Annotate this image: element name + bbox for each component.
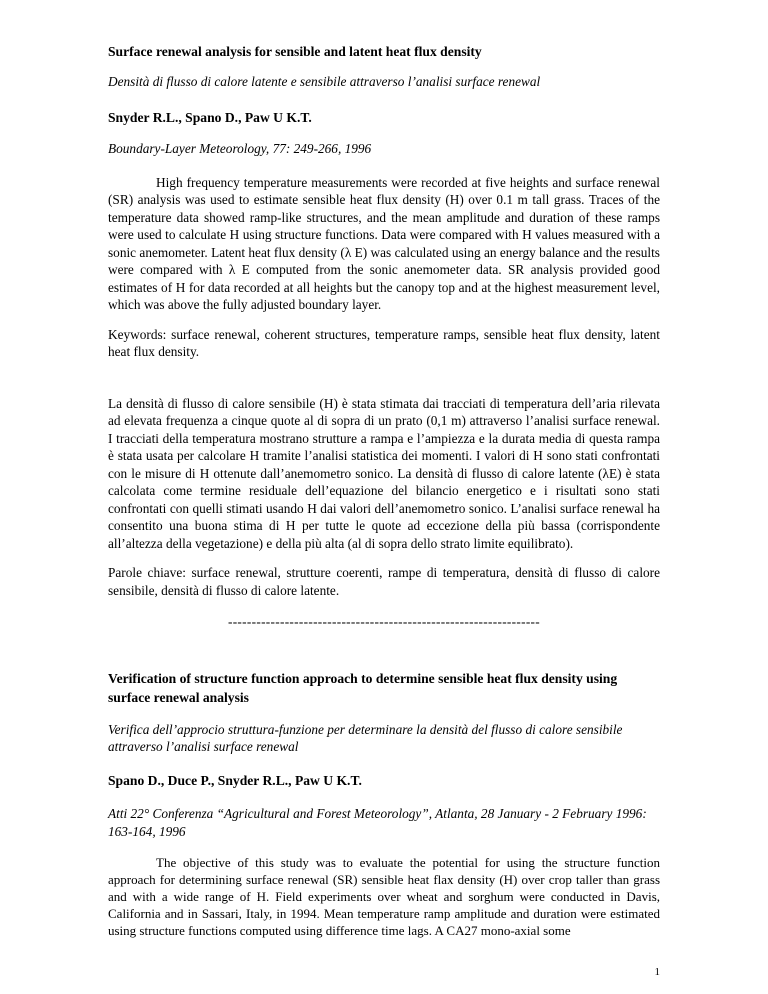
article1-keywords-italian: Parole chiave: surface renewal, strutture coerenti, rampe di temperatura, densità di flusso di calore sensibile, densità di flusso di calore latente. (108, 565, 660, 598)
article1-abstract: High frequency temperature measurements were recorded at five heights and surface renewal (SR) analysis was used to estimate sensible heat flux density (H) over 0.1 m tall grass. Traces of the temperature data showed ramp-like structures, and the mean amplitude and duration of these ramps were used to calculate H using structure functions. Data were compared with H values measured with a sonic anemometer. Latent heat flux density (λ E) was calculated using an energy balance and the results were compared with λ E computed from the sonic anemometer data. SR analysis provided good estimates of H for data recorded at all heights but the canopy top and at the highest measurement level, which was above the fully adjusted boundary layer. (108, 174, 660, 312)
page-number: 1 (654, 966, 660, 978)
article2-abstract: The objective of this study was to evaluate the potential for using the structure function approach for determining surface renewal (SR) sensible heat flax density (H) over crop taller than grass and with a wide range of H. Field experiments over wheat and sorghum were conducted in Davis, California and in Sassari, Italy, in 1994. Mean temperature ramp amplitude and duration were estimated using structure functions computed using difference time lags. A CA27 mono-axial some (108, 855, 660, 938)
article1-abstract-italian: La densità di flusso di calore sensibile (H) è stata stimata dai tracciati di temperatura dell’aria rilevata ad elevata frequenza a cinque quote al di sopra di un prato (0,1 m) attraverso l’analisi surface renewal. I tracciati della temperatura mostrano strutture a rampa e l’ampiezza e la durata media di questa rampa è stata usata per calcolare H tramite l’analisi statistica dei momenti. I valori di H sono stati confrontati con le misure di H ottenute dall’anemometro sonico. La densità di flusso di calore latente (λE) è stata calcolata come termine residuale dell’equazione del bilancio energetico e i risultati sono stati confrontati con quelli stimati usando H dai valori dell’anemometro sonico. L’analisi surface renewal ha consentito una buona stima di H per tutte le quote ad eccezione della più bassa (corrispondente all’altezza della vegetazione) e della più alta (al di sopra dello strato limite equilibrato). (108, 395, 660, 551)
article2-title-italian: Verifica dell’approcio struttura-funzione per determinare la densità del flusso di calore sensibile attraverso l’analisi surface renewal (108, 721, 623, 754)
document-page (108, 42, 660, 939)
article2-authors: Spano D., Duce P., Snyder R.L., Paw U K.T. (108, 772, 362, 788)
article1-title: Surface renewal analysis for sensible and latent heat flux density (108, 44, 482, 59)
article1-title-italian: Densità di flusso di calore latente e sensibile attraverso l’analisi surface renewal (108, 74, 541, 89)
article1-keywords: Keywords: surface renewal, coherent structures, temperature ramps, sensible heat flux density, latent heat flux density. (108, 326, 660, 359)
article2-source: Atti 22° Conferenza “Agricultural and Forest Meteorology”, Atlanta, 28 January - 2 February 1996: 163-164, 1996 (108, 806, 647, 839)
article2-title: Verification of structure function approach to determine sensible heat flux density using surface renewal analysis (108, 670, 618, 705)
article1-authors: Snyder R.L., Spano D., Paw U K.T. (108, 109, 312, 125)
section-separator: ------------------------------------------------------------------ (227, 614, 541, 629)
article1-source: Boundary-Layer Meteorology, 77: 249-266, 1996 (108, 141, 372, 156)
